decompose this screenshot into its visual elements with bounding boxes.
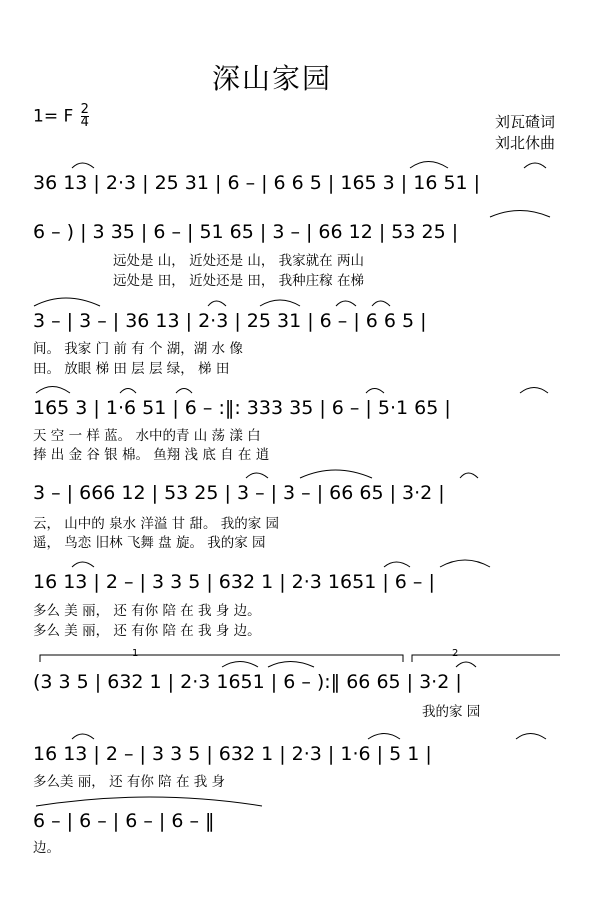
slur xyxy=(260,300,300,306)
volta-label: 1 xyxy=(132,648,139,659)
volta-bracket xyxy=(40,655,403,662)
slur xyxy=(490,211,550,218)
slur xyxy=(524,163,546,168)
time-signature xyxy=(81,104,89,129)
notation-row: 36 13 | 2·3 | 25 31 | 6 – | 6 6 5 | 165 3 | 16 51 | xyxy=(33,172,481,194)
notation-row: 165 3 | 1·6 51 | 6 – :‖: 333 35 | 6 – | 5·1 65 | xyxy=(33,397,451,419)
time-denominator: 4 xyxy=(80,115,89,130)
slur xyxy=(246,473,268,478)
notation-row: 6 – | 6 – | 6 – | 6 – ‖ xyxy=(33,810,215,832)
lyric-line: 多么美 丽， 还 有你 陪 在 我 身 xyxy=(33,774,226,790)
slur xyxy=(368,734,400,740)
song-title: 深山家园 xyxy=(212,62,333,95)
composer-credit: 刘北休曲 xyxy=(495,134,556,152)
volta-label: 2 xyxy=(452,648,459,659)
lyric-line: 我的家 园 xyxy=(422,704,481,720)
slur xyxy=(366,389,384,394)
lyric-line: 遥， 鸟恋 旧林 飞舞 盘 旋。 我的家 园 xyxy=(33,535,266,551)
notation-row: 16 13 | 2 – | 3 3 5 | 632 1 | 2·3 1651 | 6 – | xyxy=(33,571,435,593)
lyric-line: 间。 我家 门 前 有 个 湖，湖 水 像 xyxy=(33,341,243,357)
slur xyxy=(208,301,226,306)
slur xyxy=(460,473,478,478)
slur xyxy=(268,662,314,668)
notation-row: 3 – | 3 – | 36 13 | 2·3 | 25 31 | 6 – | 6 6 5 | xyxy=(33,310,427,332)
slur xyxy=(410,162,448,169)
lyric-line: 远处是 田， 近处还是 田， 我种庄稼 在梯 xyxy=(113,273,364,289)
notation-row: 6 – ) | 3 35 | 6 – | 51 65 | 3 – | 66 12 | 53 25 | xyxy=(33,221,459,243)
slur xyxy=(72,163,94,168)
lyric-line: 多么 美 丽， 还 有你 陪 在 我 身 边。 xyxy=(33,623,261,639)
slur xyxy=(36,387,70,394)
slur xyxy=(72,562,94,567)
slur xyxy=(456,662,476,667)
lyric-line: 天 空 一 样 蓝。 水中的青 山 荡 漾 白 xyxy=(33,428,261,444)
slur xyxy=(384,562,410,567)
notation-row: (3 3 5 | 632 1 | 2·3 1651 | 6 – ):‖ 66 65 | 3·2 | xyxy=(33,671,462,693)
slur xyxy=(222,662,258,668)
key-base: 1= F xyxy=(33,106,74,127)
lyric-line: 云， 山中的 泉水 洋溢 甘 甜。 我的家 园 xyxy=(33,516,280,532)
lyric-line: 多么 美 丽， 还 有你 陪 在 我 身 边。 xyxy=(33,603,261,619)
slur xyxy=(440,560,490,567)
key-signature xyxy=(33,104,89,129)
notation-row: 3 – | 666 12 | 53 25 | 3 – | 3 – | 66 65 | 3·2 | xyxy=(33,482,445,504)
slur xyxy=(120,389,136,394)
slur xyxy=(520,388,548,394)
slur xyxy=(372,301,390,306)
time-numerator: 2 xyxy=(80,102,89,117)
lyric-line: 捧 出 金 谷 银 棉。 鱼翔 浅 底 自 在 逍 xyxy=(33,447,270,463)
volta-bracket xyxy=(412,655,560,662)
lyric-line: 田。 放眼 梯 田 层 层 绿， 梯 田 xyxy=(33,361,230,377)
slur xyxy=(176,389,192,394)
slur xyxy=(72,734,94,739)
tie xyxy=(36,797,262,806)
notation-row: 16 13 | 2 – | 3 3 5 | 632 1 | 2·3 | 1·6 | 5 1 | xyxy=(33,743,432,765)
slur xyxy=(336,301,356,306)
slur xyxy=(300,470,372,478)
slur xyxy=(516,734,546,740)
lyricist-credit: 刘瓦碴词 xyxy=(495,113,556,131)
lyric-line: 边。 xyxy=(33,840,60,856)
lyric-line: 远处是 山， 近处还是 山， 我家就在 两山 xyxy=(113,253,364,269)
slur xyxy=(34,298,100,306)
